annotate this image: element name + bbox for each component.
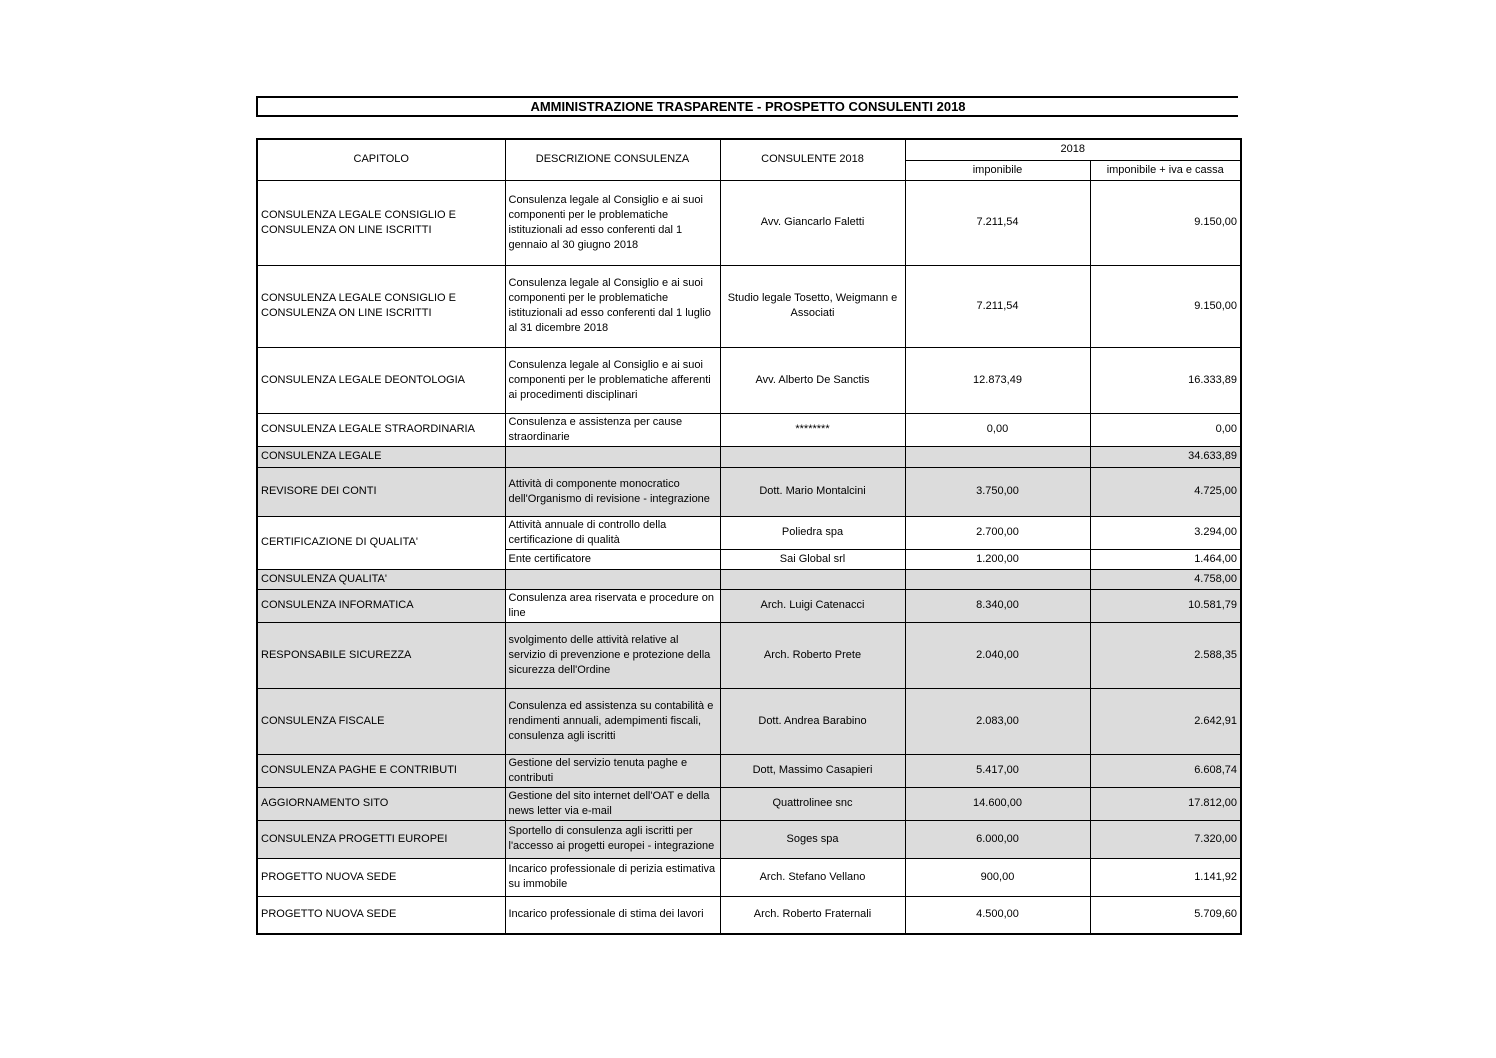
cell-imponibile: 12.873,49 (905, 347, 1090, 413)
subtotal-row (257, 446, 1241, 467)
cell-imponibile: 6.000,00 (905, 820, 1090, 858)
cell-consulente: Arch. Roberto Prete (720, 622, 905, 688)
cell-consulente: Poliedra spa (720, 516, 905, 549)
cell-consulente: Avv. Giancarlo Faletti (720, 180, 905, 265)
table-row (257, 589, 1241, 622)
cell-capitolo: PROGETTO NUOVA SEDE (257, 858, 505, 896)
cell-imponibile (905, 569, 1090, 589)
header-imponibile: imponibile (905, 160, 1090, 180)
subtotal-row (257, 569, 1241, 589)
cell-capitolo: CONSULENZA LEGALE (257, 446, 505, 467)
cell-consulente: Arch. Luigi Catenacci (720, 589, 905, 622)
cell-capitolo: CONSULENZA LEGALE DEONTOLOGIA (257, 347, 505, 413)
cell-consulente: Sai Global srl (720, 549, 905, 569)
cell-totale: 3.294,00 (1090, 516, 1241, 549)
cell-totale: 10.581,79 (1090, 589, 1241, 622)
cell-imponibile: 7.211,54 (905, 180, 1090, 265)
cell-consulente: ******** (720, 413, 905, 446)
cell-imponibile: 8.340,00 (905, 589, 1090, 622)
cell-capitolo: CERTIFICAZIONE DI QUALITA' (257, 516, 505, 569)
table-row (257, 754, 1241, 787)
header-descrizione: DESCRIZIONE CONSULENZA (505, 139, 720, 180)
cell-totale: 4.725,00 (1090, 467, 1241, 516)
cell-descrizione: Gestione del sito internet dell'OAT e della news letter via e-mail (505, 787, 720, 820)
cell-descrizione: Incarico professionale di perizia estimativa su immobile (505, 858, 720, 896)
cell-totale: 9.150,00 (1090, 180, 1241, 265)
cell-imponibile: 900,00 (905, 858, 1090, 896)
table-row (257, 180, 1241, 265)
table-row (257, 413, 1241, 446)
cell-totale: 6.608,74 (1090, 754, 1241, 787)
cell-consulente: Arch. Roberto Fraternali (720, 896, 905, 934)
cell-descrizione (505, 569, 720, 589)
table-row (257, 896, 1241, 934)
cell-capitolo: CONSULENZA PROGETTI EUROPEI (257, 820, 505, 858)
cell-capitolo: CONSULENZA LEGALE CONSIGLIO E CONSULENZA ON LINE ISCRITTI (257, 180, 505, 265)
cell-capitolo: CONSULENZA LEGALE STRAORDINARIA (257, 413, 505, 446)
header-consulente: CONSULENTE 2018 (720, 139, 905, 180)
cell-totale: 17.812,00 (1090, 787, 1241, 820)
cell-totale: 34.633,89 (1090, 446, 1241, 467)
cell-consulente: Quattrolinee snc (720, 787, 905, 820)
cell-capitolo: AGGIORNAMENTO SITO (257, 787, 505, 820)
cell-totale: 2.588,35 (1090, 622, 1241, 688)
table-row (257, 467, 1241, 516)
cell-totale: 9.150,00 (1090, 265, 1241, 347)
cell-imponibile: 5.417,00 (905, 754, 1090, 787)
consultants-table (256, 138, 1242, 935)
cell-descrizione: Gestione del servizio tenuta paghe e contributi (505, 754, 720, 787)
table-row (257, 787, 1241, 820)
table-row (257, 688, 1241, 754)
cell-descrizione: Attività di componente monocratico dell'Organismo di revisione - integrazione (505, 467, 720, 516)
cell-descrizione: Incarico professionale di stima dei lavori (505, 896, 720, 934)
cell-descrizione: Consulenza area riservata e procedure on line (505, 589, 720, 622)
cell-consulente: Avv. Alberto De Sanctis (720, 347, 905, 413)
cell-descrizione: Attività annuale di controllo della certificazione di qualità (505, 516, 720, 549)
cell-totale: 2.642,91 (1090, 688, 1241, 754)
table-row (257, 622, 1241, 688)
cell-totale: 7.320,00 (1090, 820, 1241, 858)
cell-descrizione (505, 446, 720, 467)
table-row (257, 265, 1241, 347)
cell-totale: 1.464,00 (1090, 549, 1241, 569)
page-title: AMMINISTRAZIONE TRASPARENTE - PROSPETTO CONSULENTI 2018 (256, 96, 1238, 117)
cell-imponibile: 2.083,00 (905, 688, 1090, 754)
header-imponibile-iva: imponibile + iva e cassa (1090, 160, 1241, 180)
header-year: 2018 (905, 139, 1241, 160)
cell-descrizione: Consulenza e assistenza per cause straordinarie (505, 413, 720, 446)
cell-consulente (720, 446, 905, 467)
cell-capitolo: RESPONSABILE SICUREZZA (257, 622, 505, 688)
cell-imponibile: 14.600,00 (905, 787, 1090, 820)
cell-totale: 0,00 (1090, 413, 1241, 446)
cell-capitolo: CONSULENZA INFORMATICA (257, 589, 505, 622)
cell-consulente (720, 569, 905, 589)
cell-consulente: Dott. Mario Montalcini (720, 467, 905, 516)
table-row (257, 347, 1241, 413)
table-row (257, 858, 1241, 896)
cell-capitolo: CONSULENZA LEGALE CONSIGLIO E CONSULENZA ON LINE ISCRITTI (257, 265, 505, 347)
cell-totale: 4.758,00 (1090, 569, 1241, 589)
cell-descrizione: Consulenza legale al Consiglio e ai suoi componenti per le problematiche istituzionali ad esso conferenti dal 1 luglio al 31 dicembre 2018 (505, 265, 720, 347)
cell-imponibile: 0,00 (905, 413, 1090, 446)
header-capitolo: CAPITOLO (257, 139, 505, 180)
cell-consulente: Dott. Andrea Barabino (720, 688, 905, 754)
cell-descrizione: Ente certificatore (505, 549, 720, 569)
cell-imponibile: 2.040,00 (905, 622, 1090, 688)
cell-imponibile: 4.500,00 (905, 896, 1090, 934)
cell-capitolo: CONSULENZA FISCALE (257, 688, 505, 754)
cell-imponibile: 7.211,54 (905, 265, 1090, 347)
cell-consulente: Arch. Stefano Vellano (720, 858, 905, 896)
cell-capitolo: CONSULENZA QUALITA' (257, 569, 505, 589)
cell-totale: 1.141,92 (1090, 858, 1241, 896)
table-row (257, 516, 1241, 549)
cell-imponibile: 2.700,00 (905, 516, 1090, 549)
cell-totale: 16.333,89 (1090, 347, 1241, 413)
cell-descrizione: Consulenza ed assistenza su contabilità e rendimenti annuali, adempimenti fiscali, consulenza agli iscritti (505, 688, 720, 754)
cell-descrizione: Sportello di consulenza agli iscritti per l'accesso ai progetti europei - integrazione (505, 820, 720, 858)
cell-consulente: Dott, Massimo Casapieri (720, 754, 905, 787)
cell-capitolo: REVISORE DEI CONTI (257, 467, 505, 516)
cell-descrizione: svolgimento delle attività relative al servizio di prevenzione e protezione della sicurezza dell'Ordine (505, 622, 720, 688)
cell-capitolo: CONSULENZA PAGHE E CONTRIBUTI (257, 754, 505, 787)
cell-descrizione: Consulenza legale al Consiglio e ai suoi componenti per le problematiche afferenti ai procedimenti disciplinari (505, 347, 720, 413)
cell-descrizione: Consulenza legale al Consiglio e ai suoi componenti per le problematiche istituzionali ad esso conferenti dal 1 gennaio al 30 giugno 2018 (505, 180, 720, 265)
cell-imponibile (905, 446, 1090, 467)
cell-imponibile: 1.200,00 (905, 549, 1090, 569)
table-row (257, 820, 1241, 858)
cell-capitolo: PROGETTO NUOVA SEDE (257, 896, 505, 934)
cell-imponibile: 3.750,00 (905, 467, 1090, 516)
cell-totale: 5.709,60 (1090, 896, 1241, 934)
cell-consulente: Studio legale Tosetto, Weigmann e Associati (720, 265, 905, 347)
cell-consulente: Soges spa (720, 820, 905, 858)
